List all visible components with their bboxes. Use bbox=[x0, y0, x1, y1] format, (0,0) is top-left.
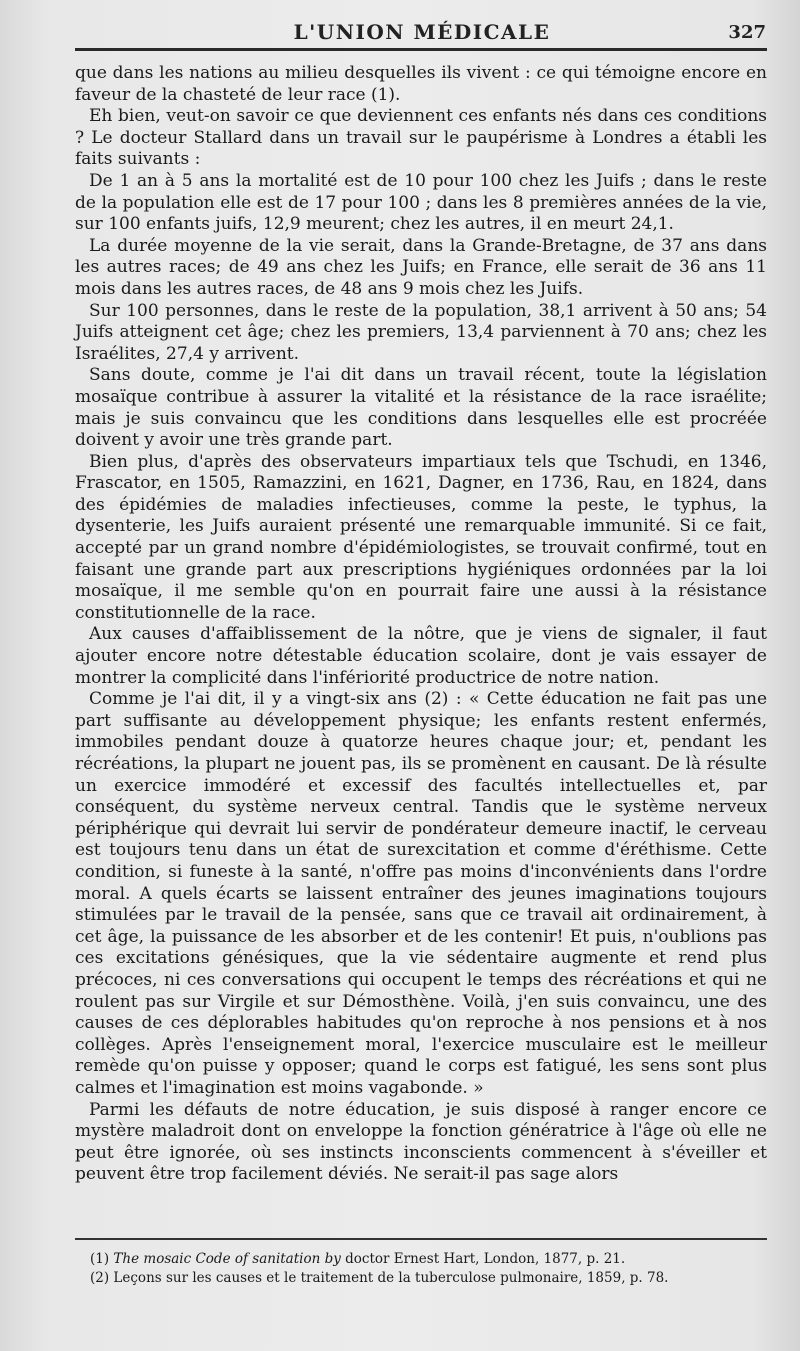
paragraph: De 1 an à 5 ans la mortalité est de 10 pour 100 chez les Juifs ; dans le reste de la population elle est de 17 pour 100 ; dans les 8 premières années de la vie, sur 100 enfants juifs, 12,9 meurent; chez les autres, il en meurt 24,1. bbox=[75, 170, 767, 235]
paragraph: Sur 100 personnes, dans le reste de la population, 38,1 arrivent à 50 ans; 54 Juifs atteignent cet âge; chez les premiers, 13,4 parviennent à 70 ans; chez les Israélites, 27,4 y arrivent. bbox=[75, 300, 767, 364]
footnote-marker: (1) bbox=[90, 1251, 110, 1267]
footnote bbox=[90, 1269, 770, 1288]
paragraph: Comme je l'ai dit, il y a vingt-six ans (2) : « Cette éducation ne fait pas une part suffisante au développement physique; les enfants restent enfermés, immobiles pendant douze à quatorze heures chaque jour; et, pendant les récréations, la plupart ne jouent pas, ils se promènent en causant. De là résulte un exercice immodéré et excessif des facultés intellectuelles et, par conséquent, du système nerveux central. Tandis que le système nerveux périphérique qui devrait lui servir de pondérateur demeure inactif, le cerveau est toujours tenu dans un état de surexcitation et comme d'éréthisme. Cette condition, si funeste à la santé, n'offre pas moins d'inconvénients dans l'ordre moral. A quels écarts se laissent entraîner des jeunes imaginations toujours stimulées par le travail de la pensée, sans que ce travail ait ordinairement, à cet âge, la puissance de les absorber et de les contenir! Et puis, n'oublions pas ces excitations génésiques, que la vie sédentaire augmente et rend plus précoces, ni ces conversations qui occupent le temps des récréations et qui ne roulent pas sur Virgile et sur Démosthène. Voilà, j'en suis convaincu, une des causes de ces déplorables habitudes qu'on reproche à nos pensions et à nos collèges. Après l'enseignement moral, l'exercice musculaire est le meilleur remède qu'on puisse y opposer; quand le corps est fatigué, les sens sont plus calmes et l'imagination est moins vagabonde. » bbox=[75, 689, 767, 1098]
footnote-title: The mosaic Code of sanitation by bbox=[113, 1251, 341, 1267]
footnote-text: Leçons sur les causes et le traitement de la tuberculose pulmonaire, 1859, p. 78. bbox=[113, 1270, 669, 1286]
body-text bbox=[75, 63, 767, 1186]
running-title: L'UNION MÉDICALE bbox=[293, 20, 551, 44]
paragraph: Eh bien, veut-on savoir ce que deviennent ces enfants nés dans ces conditions ? Le docteur Stallard dans un travail sur le paupérisme à Londres a établi les faits suivants : bbox=[75, 106, 767, 170]
page-number: 327 bbox=[728, 22, 766, 43]
footnote bbox=[90, 1250, 770, 1269]
paragraph: Bien plus, d'après des observateurs impartiaux tels que Tschudi, en 1346, Frascator, en 1505, Ramazzini, en 1621, Dagner, en 1736, Rau, en 1824, dans des épidémies de maladies infectieuses, comme la peste, le typhus, la dysenterie, les Juifs auraient présenté une remarquable immunité. Si ce fait, accepté par un grand nombre d'épidémiologistes, se trouvait confirmé, tout en faisant une grande part aux prescriptions hygiéniques ordonnées par la loi mosaïque, il me semble qu'on en pourrait faire une aussi à la résistance constitutionnelle de la race. bbox=[75, 451, 767, 623]
footnotes bbox=[90, 1250, 770, 1288]
footnote-text: doctor Ernest Hart, London, 1877, p. 21. bbox=[340, 1251, 626, 1267]
footnote-rule bbox=[75, 1238, 767, 1240]
page-header bbox=[72, 16, 772, 50]
paragraph: La durée moyenne de la vie serait, dans la Grande-Bretagne, de 37 ans dans les autres races; de 49 ans chez les Juifs; en France, elle serait de 36 ans 11 mois dans les autres races, de 48 ans 9 mois chez les Juifs. bbox=[75, 235, 767, 299]
paragraph: Aux causes d'affaiblissement de la nôtre, que je viens de signaler, il faut ajouter encore notre détestable éducation scolaire, dont je vais essayer de montrer la complicité dans l'infériorité productrice de notre nation. bbox=[75, 624, 767, 688]
paragraph: Parmi les défauts de notre éducation, je suis disposé à ranger encore ce mystère maladroit dont on enveloppe la fonction génératrice à l'âge où elle ne peut être ignorée, où ses instincts inconscients commencent à s'éveiller et peuvent être trop facilement déviés. Ne serait-il pas sage alors bbox=[75, 1099, 767, 1185]
header-rule bbox=[75, 48, 767, 51]
paragraph: Sans doute, comme je l'ai dit dans un travail récent, toute la législation mosaïque contribue à assurer la vitalité et la résistance de la race israélite; mais je suis convaincu que les conditions dans lesquelles elle est procréée doivent y avoir une très grande part. bbox=[75, 365, 767, 451]
footnote-marker: (2) bbox=[90, 1270, 110, 1286]
paragraph: que dans les nations au milieu desquelles ils vivent : ce qui témoigne encore en faveur de la chasteté de leur race (1). bbox=[75, 63, 767, 105]
